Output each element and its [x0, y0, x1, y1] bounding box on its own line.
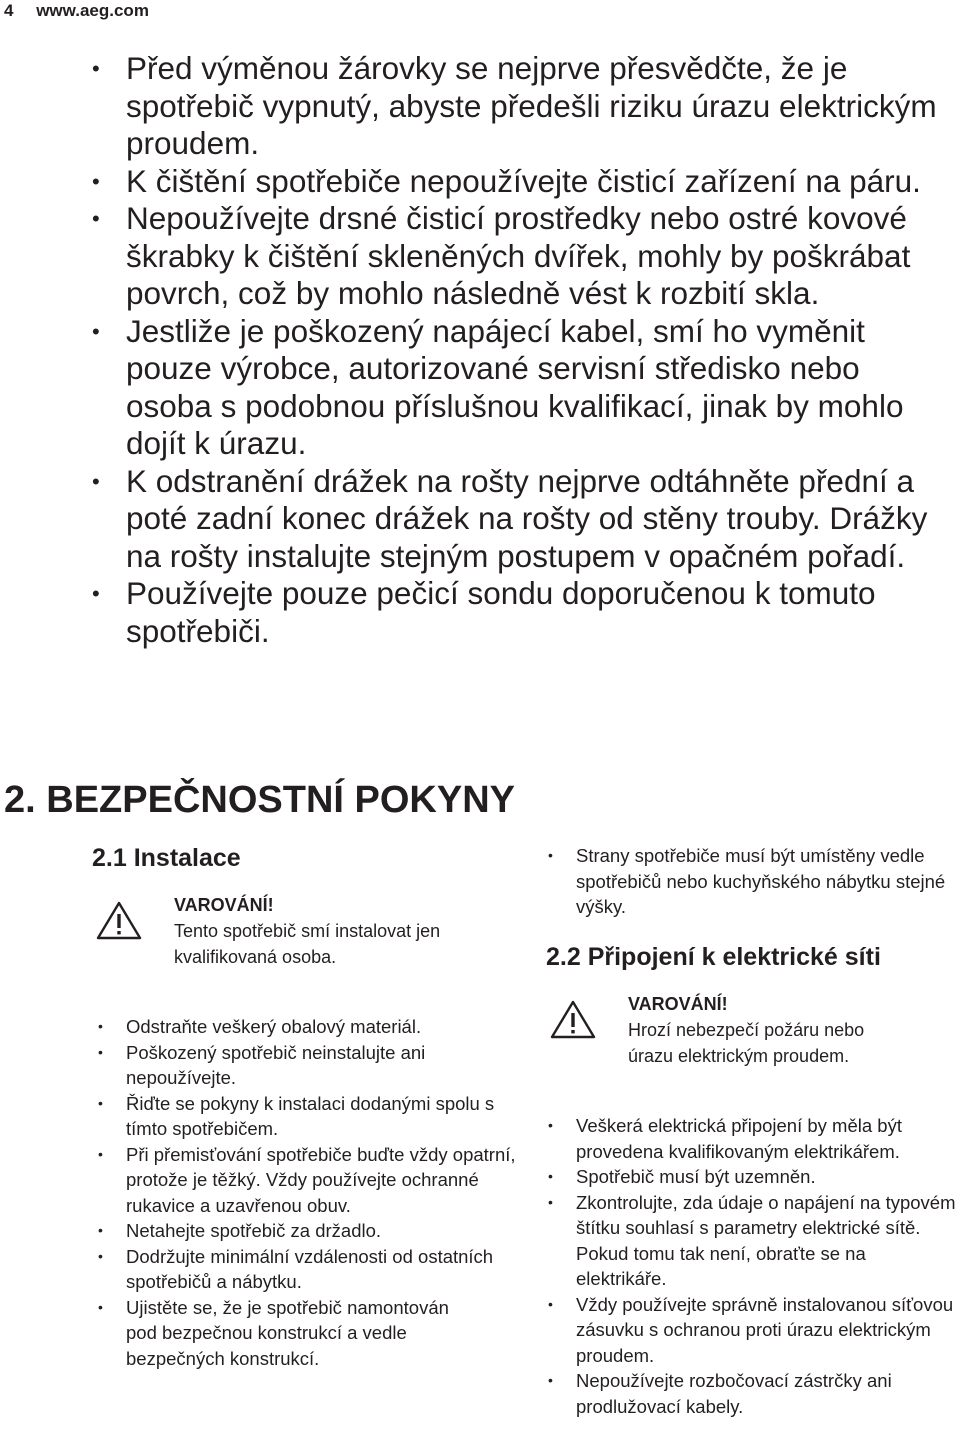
list-item: • Nepoužívejte rozbočovací zástrčky ani prodlužovací kabely.	[546, 1368, 946, 1419]
page-header	[4, 0, 149, 22]
installation-bullet-list	[96, 1014, 516, 1371]
installation-continued-list	[546, 843, 956, 920]
warning-triangle-icon	[96, 900, 142, 940]
list-item: • Poškozený spotřebič neinstalujte ani nepoužívejte.	[96, 1040, 506, 1091]
list-item: • Vždy používejte správně instalovanou síťovou zásuvku s ochranou proti úrazu elektrickým proudem.	[546, 1292, 958, 1369]
page-number: 4	[4, 1, 14, 20]
list-item: • Spotřebič musí být uzemněn.	[546, 1164, 958, 1190]
list-item: • Zkontrolujte, zda údaje o napájení na typovém štítku souhlasí s parametry elektrické sítě. Pokud tomu tak není, obraťte se na elektrikáře.	[546, 1190, 958, 1292]
intro-bullet-list	[92, 50, 954, 650]
warning-text: Hrozí nebezpečí požáru nebo úrazu elektrickým proudem.	[628, 1020, 865, 1066]
warning-text: Tento spotřebič smí instalovat jen kvalifikovaná osoba.	[174, 921, 441, 967]
list-item: • Jestliže je poškozený napájecí kabel, smí ho vyměnit pouze výrobce, autorizované servisní středisko nebo osoba s podobnou příslušnou kvalifikací, jinak by mohlo dojít k úrazu.	[92, 313, 954, 463]
installation-warning	[96, 892, 476, 1002]
list-item: • Používejte pouze pečicí sondu doporučenou k tomuto spotřebiči.	[92, 575, 954, 650]
list-item: • Veškerá elektrická připojení by měla být provedena kvalifikovaným elektrikářem.	[546, 1113, 946, 1164]
list-item: • Ujistěte se, že je spotřebič namontován pod bezpečnou konstrukcí a vedle bezpečných konstrukcí.	[96, 1295, 476, 1372]
list-item: • Netahejte spotřebič za držadlo.	[96, 1218, 516, 1244]
site-url: www.aeg.com	[36, 1, 149, 20]
list-item: • Před výměnou žárovky se nejprve přesvědčte, že je spotřebič vypnutý, abyste předešli riziku úrazu elektrickým proudem.	[92, 50, 954, 163]
list-item: • Řiďte se pokyny k instalaci dodanými spolu s tímto spotřebičem.	[96, 1091, 516, 1142]
installation-title: 2.1 Instalace	[92, 844, 241, 872]
list-item: • K odstranění drážek na rošty nejprve odtáhněte přední a poté zadní konec drážek na rošty od stěny trouby. Drážky na rošty instalujte stejným postupem v opačném pořadí.	[92, 463, 954, 576]
electrical-warning	[550, 991, 930, 1101]
list-item: • Odstraňte veškerý obalový materiál.	[96, 1014, 516, 1040]
warning-triangle-icon	[550, 999, 596, 1039]
list-item: • K čištění spotřebiče nepoužívejte čisticí zařízení na páru.	[92, 163, 954, 201]
list-item: • Při přemisťování spotřebiče buďte vždy opatrní, protože je těžký. Vždy používejte ochranné rukavice a uzavřenou obuv.	[96, 1142, 526, 1219]
section-title: 2. BEZPEČNOSTNÍ POKYNY	[4, 779, 515, 821]
warning-title: VAROVÁNÍ!	[174, 895, 274, 915]
electrical-title: 2.2 Připojení k elektrické síti	[546, 943, 881, 971]
list-item: • Strany spotřebiče musí být umístěny vedle spotřebičů nebo kuchyňského nábytku stejné výšky.	[546, 843, 956, 920]
list-item: • Nepoužívejte drsné čisticí prostředky nebo ostré kovové škrabky k čištění skleněných dvířek, mohly by poškrábat povrch, což by mohlo následně vést k rozbití skla.	[92, 200, 954, 313]
electrical-bullet-list	[546, 1113, 958, 1419]
warning-title: VAROVÁNÍ!	[628, 994, 728, 1014]
list-item: • Dodržujte minimální vzdálenosti od ostatních spotřebičů a nábytku.	[96, 1244, 516, 1295]
